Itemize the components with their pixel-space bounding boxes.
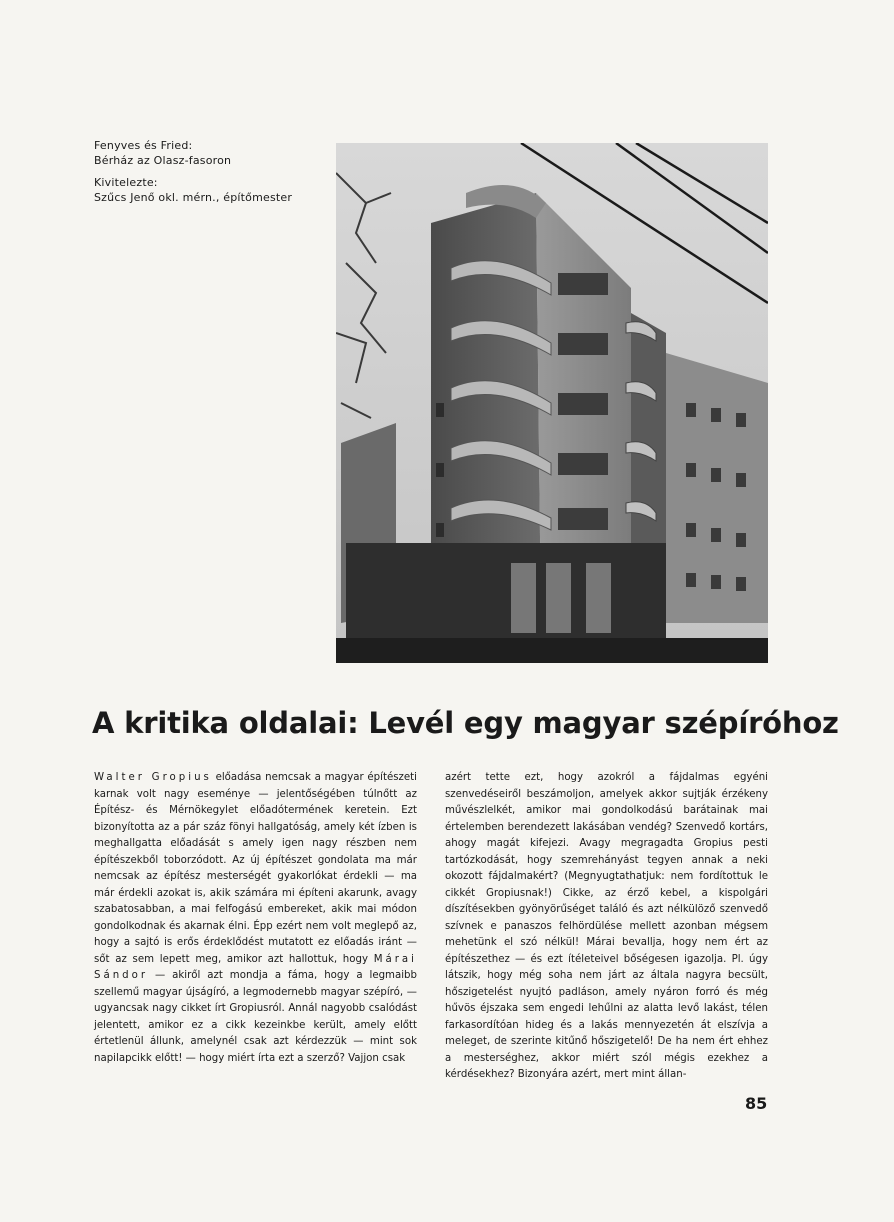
- left-column: [94, 770, 417, 1084]
- caption-contractor-label: Kivitelezte:: [94, 176, 158, 189]
- caption-architects: Fenyves és Fried:: [94, 139, 193, 152]
- article-body: [94, 770, 768, 1084]
- left-text-part1: előadása nemcsak a magyar építészeti karnak volt nagy eseménye — jelentőségében túlnőtt az Építész- és Mérnökegylet előadótermének keretein. Ezt bizonyította az a pár száz fönyi hallgatóság, amely két ízben is meghallgatta előadását s amely igen nagy részben nem építészekből toborzódott. Az új építészet gondolata ma már nemcsak az építész mesterségét gyakorlókat érdekli — ma már érdekli azokat is, akik számára mi építeni akarunk, avagy szabatosabban, a mai felfogású embereket, akik mai módon gondolkodnak és akarnak élni. Épp ezért nem volt meglepő az, hogy a sajtó is erős érdeklődést mutatott ez előadás iránt — sőt az sem lepett meg, amikor azt hallottuk, hogy: [94, 772, 417, 965]
- page-number: 85: [745, 1094, 768, 1113]
- author-name-gropius: Walter Gropius: [94, 772, 212, 783]
- left-text-part2: — akiről azt mondja a fáma, hogy a legmaibb szellemű magyar újságíró, a legmodernebb magyar szépíró, — ugyancsak nagy cikket írt Gropiusról. Annál nagyobb csalódást jelentett, amikor ez a cikk kezeinkbe került, amely előtt értetlenül állunk, amelynél csak azt kérdezzük — mint sok napilapcikk előtt! — hogy miért írta ezt a szerző? Vajjon csak: [94, 970, 417, 1064]
- left-paragraph: [94, 770, 417, 1067]
- author-name-marai: Márai Sándor: [94, 953, 417, 981]
- caption-contractor: Szűcs Jenő okl. mérn., építőmester: [94, 191, 293, 204]
- photo-caption: [94, 138, 292, 205]
- article-headline: A kritika oldalai: Levél egy magyar szépíróhoz: [92, 706, 839, 740]
- right-paragraph: azért tette ezt, hogy azokról a fájdalmas egyéni szenvedéseiről beszámoljon, amelyek akkor sujtják érzékeny művészlelkét, amikor mai gondolkodású barátainak mai értelemben berendezett lakásában vendég? Szenvedő kortárs, ahogy magát kifejezi. Avagy megragadta Gropius pesti tartózkodását, hogy szemrehányást tegyen annak a neki okozott fájdalmakért? (Megnyugtathatjuk: nem fordítottuk le cikkét Gropiusnak!) Cikke, az érző kebel, a kispolgári díszítésekben gyönyörűséget találó és azt nélkülöző szenvedő szívnek e panaszos felhördülése mellett azonban mégsem mehetünk el szó nélkül! Márai bevallja, hogy nem ért az építészethez — és ezt ítéleteivel bőségesen igazolja. Pl. úgy látszik, hogy még soha nem járt az általa nagyra becsült, hőszigetelést nyujtó padláson, amely nyáron forró és még hűvös éjszaka sem engedi lehűlni az alatta levő lakást, télen farkasordítóan hideg és a lakás mennyezetén át elszívja a meleget, de szerinte kitűnő hőszigetelő! De ha nem ért ehhez a mesterséghez, akkor miért szól mégis ezekhez a kérdésekhez? Bizonyára azért, mert mint állan-: [445, 772, 768, 1080]
- right-column: [445, 770, 768, 1084]
- caption-building: Bérház az Olasz-fasoron: [94, 154, 232, 167]
- building-photo: [336, 143, 768, 663]
